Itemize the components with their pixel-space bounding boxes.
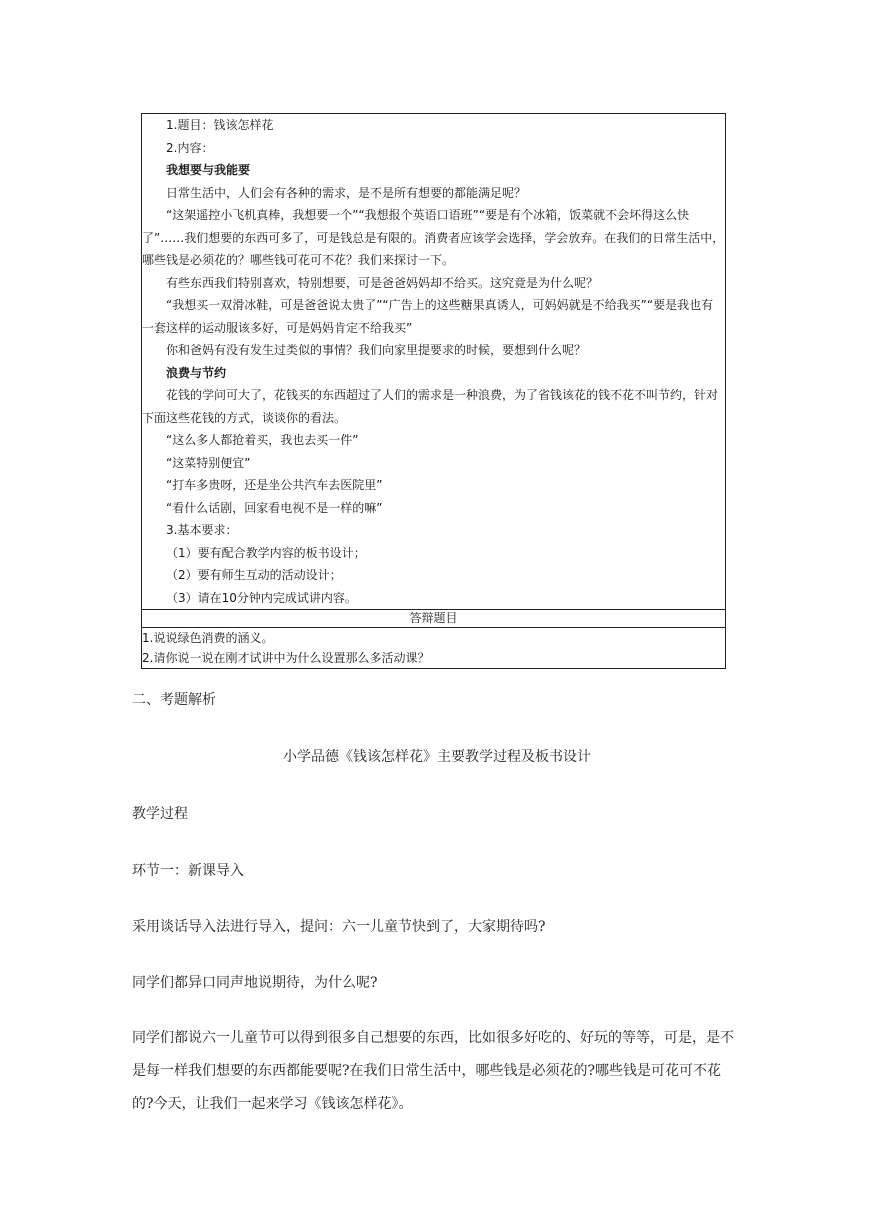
paragraph-1: 采用谈话导入法进行导入，提问：六一儿童节快到了，大家期待吗?	[132, 919, 546, 935]
process-heading: 教学过程	[132, 806, 188, 822]
question-content-cell	[142, 114, 726, 610]
defense-questions-cell	[142, 628, 726, 669]
defense-question-1: 1.说说绿色消费的涵义。	[142, 631, 274, 645]
content-line: （1）要有配合教学内容的板书设计；	[166, 545, 366, 560]
content-line: “这么多人都抢着买，我也去买一件”	[166, 433, 359, 447]
content-line: “我想买一双滑冰鞋，可是爸爸说太贵了”“广告上的这些糖果真诱人，可妈妈就是不给我买”“要是我也有一套这样的运动服该多好，可是妈妈肯定不给我买”	[142, 298, 714, 335]
content-line: 日常生活中，人们会有各种的需求，是不是所有想要的都能满足呢？	[166, 185, 527, 200]
content-line: （2）要有师生互动的活动设计；	[166, 568, 342, 582]
defense-header: 答辩题目	[142, 610, 726, 628]
step-heading: 环节一：新课导入	[132, 863, 244, 879]
content-line: 花钱的学问可大了，花钱买的东西超过了人们的需求是一种浪费，为了省钱该花的钱不花不叫节约，针对下面这些花钱的方式，谈谈你的看法。	[142, 388, 719, 425]
content-line: “这架遥控小飞机真棒，我想要一个”“我想报个英语口语班”“要是有个冰箱，饭菜就不会坏得这么快了”……我们想要的东西可多了，可是钱总是有限的。消费者应该学会选择，学会放弃。在我们的日常生活中，哪些钱是必须花的？哪些钱可花可不花？我们来探讨一下。	[142, 208, 725, 267]
paragraph-2: 同学们都异口同声地说期待，为什么呢?	[132, 975, 378, 991]
content-line: “这菜特别便宜”	[166, 455, 251, 470]
content-line: “看什么话剧，回家看电视不是一样的嘛”	[166, 500, 383, 515]
content-line: 我想要与我能要	[166, 163, 251, 177]
content-line: 3.基本要求：	[166, 523, 238, 537]
content-line: 2.内容：	[166, 140, 214, 155]
defense-question-2: 2.请你说一说在刚才试讲中为什么设置那么多活动课？	[142, 651, 430, 665]
content-line: 有些东西我们特别喜欢，特别想要，可是爸爸妈妈却不给买。这究竟是为什么呢？	[166, 275, 599, 290]
content-line: 浪费与节约	[166, 365, 227, 380]
content-line: 你和爸妈有没有发生过类似的事情？我们向家里提要求的时候，要想到什么呢？	[166, 343, 587, 357]
paragraph-3: 同学们都说六一儿童节可以得到很多自己想要的东西，比如很多好吃的、好玩的等等，可是，是不是每一样我们想要的东西都能要呢?在我们日常生活中，哪些钱是必须花的?哪些钱是可花可不花的?今天，让我们一起来学习《钱该怎样花》。	[132, 1030, 734, 1112]
content-line: （3）请在10分钟内完成试讲内容。	[166, 590, 357, 605]
content-line: 1.题目：钱该怎样花	[166, 118, 274, 132]
exam-question-table	[141, 113, 726, 669]
lesson-subtitle: 小学品德《钱该怎样花》主要教学过程及板书设计	[283, 749, 591, 765]
content-line: “打车多贵呀，还是坐公共汽车去医院里”	[166, 478, 383, 492]
section-heading: 二、考题解析	[132, 692, 216, 708]
question-content	[142, 114, 725, 609]
